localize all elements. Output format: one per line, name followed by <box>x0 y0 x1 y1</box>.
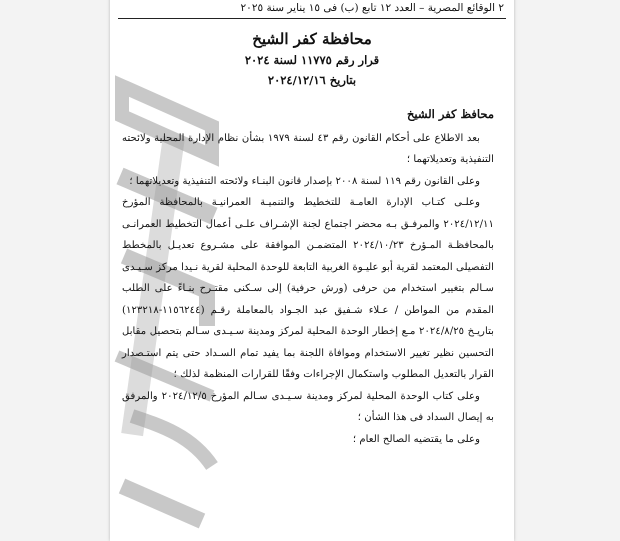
paragraph: وعلى كتاب الوحدة المحلية لمركز ومدينة سـيـدى سـالم المؤرخ ٢٠٢٤/١٢/٥ والمرفق به إيصال السداد فى هذا الشأن ؛ <box>122 390 494 423</box>
decree-date: بتاريخ ٢٠٢٤/١٢/١٦ <box>267 73 357 87</box>
governorate-title: محافظة كفر الشيخ <box>252 30 372 48</box>
section-heading: محافظ كفر الشيخ <box>407 107 494 121</box>
paragraph: وعلى ما يقتضيه الصالح العام ؛ <box>352 433 480 445</box>
paragraph: وعلـى كتـاب الإدارة العامـة للتخطيط والتنميـة العمرانيـة بالمحافظة المؤرخ ٢٠٢٤/١٢/١١ والمرفـق بـه محضر اجتماع لجنة الإشـراف علـى أعمال التخطيط العمرانـى بالمحافظـة المـؤرخ ٢٠٢٤/١٠/٢٣ المتضمـن الموافقة على مشـروع تعديـل بالمخطط التفصيلى المعتمد لقرية أبو عليـوة الغربية التابعة للوحدة المحلية لقرية نـيدا مركز سـيـدى سـالم بتغيير استخدام من حرفى (ورش حرفية) إلى سـكنى مقتـرح بنـاءً على الطلب المقدم من المواطن / عـلاء شـفيق عبد الجـواد بالمعاملة رقـم (١١٥٦٢٤٤-١٢٣٢١٨) بتاريـخ ٢٠٢٤/٨/٢٥ مـع إخطار الوحدة المحلية لمركز ومدينة سـيـدى سـالم بتحصيل مقابل التحسين نظير تغيير الاستخدام وموافاة اللجنة بما يفيد تمام السـداد حتى يتم استـصدار القرار بالتعديل المطلوب واستكمال الإجراءات وفقًا للقرارات المنظمة لذلك ؛ <box>122 197 494 380</box>
document-page <box>110 0 514 541</box>
paragraph: بعد الاطلاع على أحكام القانون رقم ٤٣ لسنة ١٩٧٩ بشأن نظام الإدارة المحلية ولائحته التنفيذية وتعديلاتهما ؛ <box>122 132 494 165</box>
gazette-header: ٢ الوقائع المصرية – العدد ١٢ تابع (ب) فى ١٥ يناير سنة ٢٠٢٥ <box>240 2 504 14</box>
decree-number: قرار رقم ١١٧٧٥ لسنة ٢٠٢٤ <box>244 53 380 67</box>
title-block <box>110 28 514 90</box>
paragraph: وعلى القانون رقم ١١٩ لسنة ٢٠٠٨ بإصدار قانون البنـاء ولائحته التنفيذية وتعديلاتهما ؛ <box>129 175 480 187</box>
header-divider <box>118 18 506 19</box>
decree-body <box>122 104 494 450</box>
